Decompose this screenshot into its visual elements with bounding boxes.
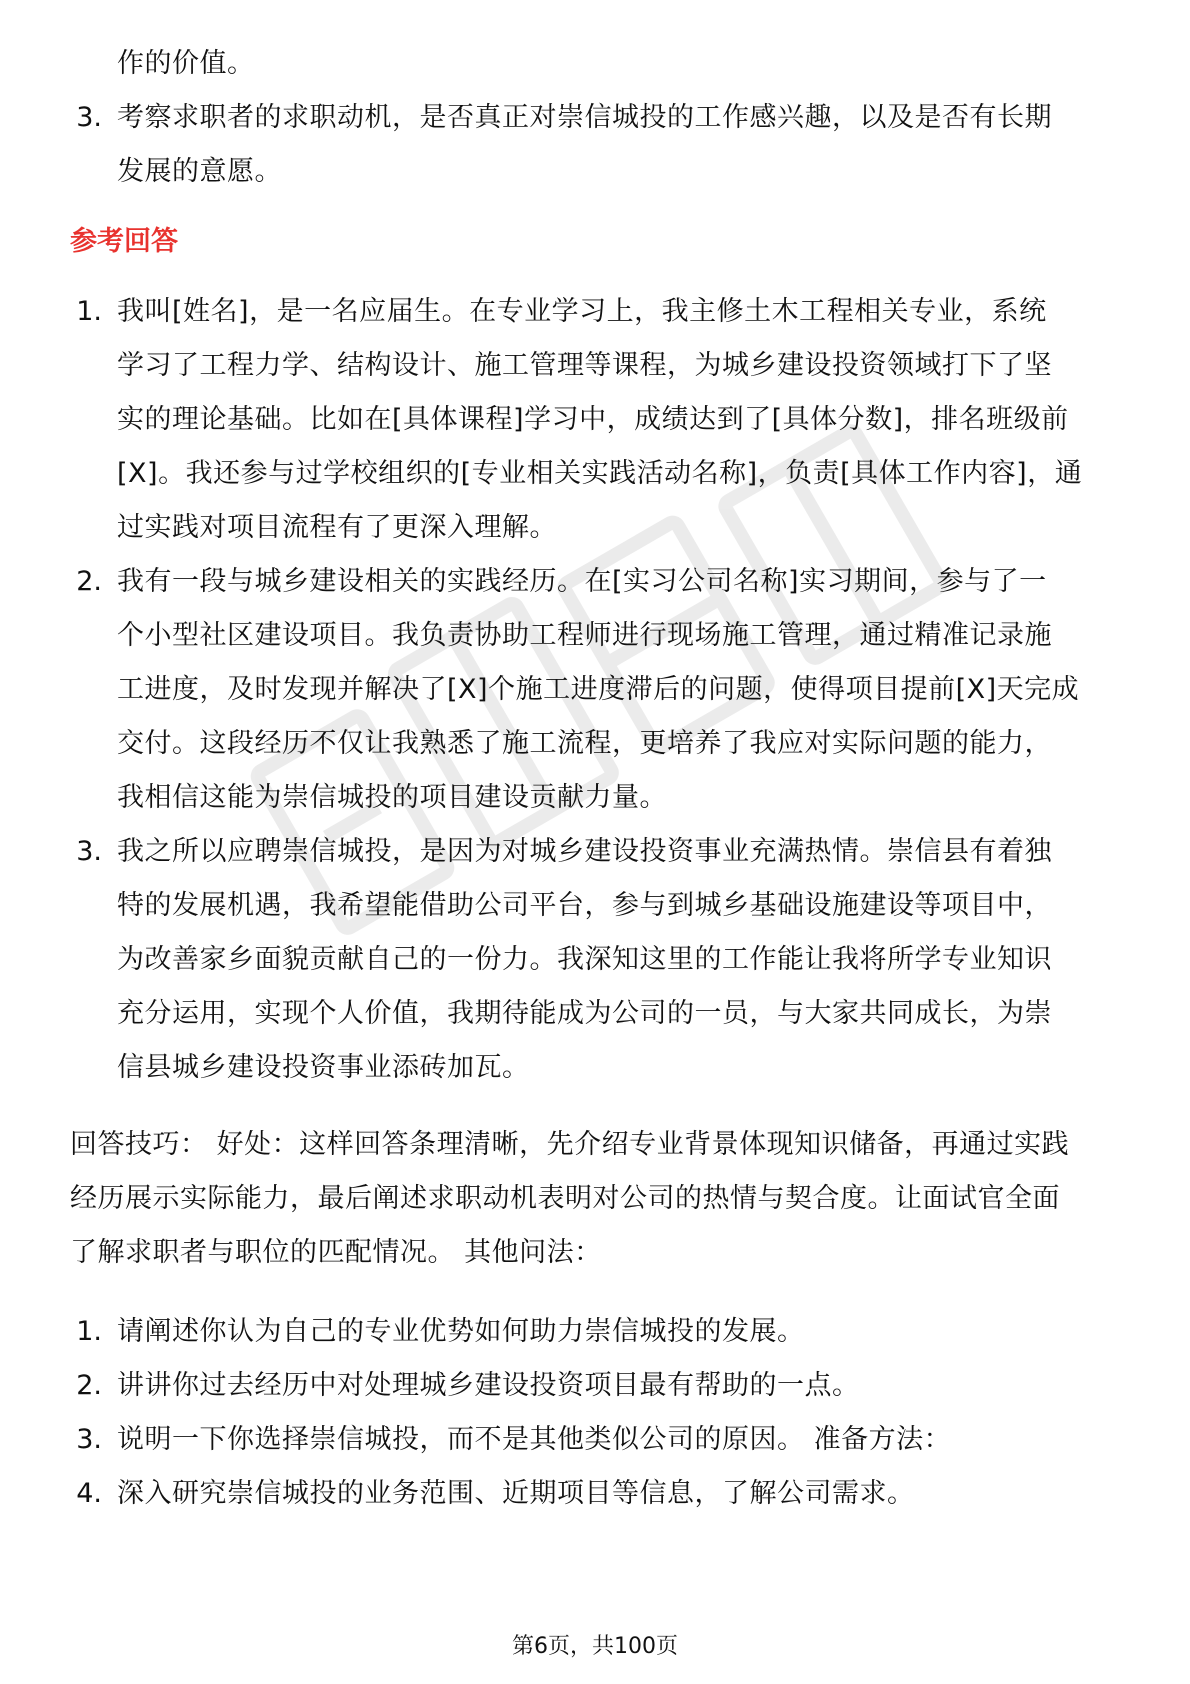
- page-footer: 第6页，共100页: [512, 1634, 678, 1659]
- answer-3-number: 3.: [76, 836, 102, 867]
- other-question-3-number: 3.: [76, 1424, 102, 1455]
- answer-1-line: [X]。我还参与过学校组织的[专业相关实践活动名称]，负责[具体工作内容]，通: [117, 458, 1083, 489]
- intro-item3-line: 考察求职者的求职动机，是否真正对崇信城投的工作感兴趣，以及是否有长期: [117, 102, 1052, 133]
- tips-line: 了解求职者与职位的匹配情况。 其他问法：: [70, 1237, 602, 1268]
- answer-2-line: 工进度，及时发现并解决了[X]个施工进度滞后的问题，使得项目提前[X]天完成: [117, 674, 1080, 705]
- answer-1-line: 学习了工程力学、结构设计、施工管理等课程，为城乡建设投资领域打下了坚: [117, 350, 1052, 381]
- answer-1-line: 我叫[姓名]，是一名应届生。在专业学习上，我主修土木工程相关专业，系统: [117, 296, 1047, 327]
- other-question-4-text: 深入研究崇信城投的业务范围、近期项目等信息，了解公司需求。: [117, 1478, 915, 1509]
- answer-1-number: 1.: [76, 296, 102, 327]
- answer-3-line: 为改善家乡面貌贡献自己的一份力。我深知这里的工作能让我将所学专业知识: [117, 944, 1052, 975]
- answer-2-number: 2.: [76, 566, 102, 597]
- answer-3-line: 我之所以应聘崇信城投，是因为对城乡建设投资事业充满热情。崇信县有着独: [117, 836, 1052, 867]
- answer-2-line: 个小型社区建设项目。我负责协助工程师进行现场施工管理，通过精准记录施: [117, 620, 1052, 651]
- intro-item3-number: 3.: [76, 102, 102, 133]
- answer-2-line: 我相信这能为崇信城投的项目建设贡献力量。: [117, 782, 667, 813]
- tips-line: 经历展示实际能力，最后阐述求职动机表明对公司的热情与契合度。让面试官全面: [70, 1183, 1060, 1214]
- intro-item3-line: 发展的意愿。: [117, 156, 282, 187]
- other-question-3-text: 说明一下你选择崇信城投，而不是其他类似公司的原因。 准备方法：: [117, 1424, 952, 1455]
- answer-3-line: 信县城乡建设投资事业添砖加瓦。: [117, 1052, 530, 1083]
- answer-1-line: 过实践对项目流程有了更深入理解。: [117, 512, 557, 543]
- answer-1-line: 实的理论基础。比如在[具体课程]学习中，成绩达到了[具体分数]，排名班级前: [117, 404, 1069, 435]
- answer-2-line: 我有一段与城乡建设相关的实践经历。在[实习公司名称]实习期间，参与了一: [117, 566, 1047, 597]
- other-question-4-number: 4.: [76, 1478, 102, 1509]
- intro-item2-tail: 作的价值。: [117, 48, 255, 79]
- answer-3-line: 充分运用，实现个人价值，我期待能成为公司的一员，与大家共同成长，为崇: [117, 998, 1052, 1029]
- other-question-2-text: 讲讲你过去经历中对处理城乡建设投资项目最有帮助的一点。: [117, 1370, 860, 1401]
- answer-2-line: 交付。这段经历不仅让我熟悉了施工流程，更培养了我应对实际问题的能力，: [117, 728, 1052, 759]
- other-question-2-number: 2.: [76, 1370, 102, 1401]
- other-question-1-text: 请阐述你认为自己的专业优势如何助力崇信城投的发展。: [117, 1316, 805, 1347]
- other-question-1-number: 1.: [76, 1316, 102, 1347]
- reference-answer-heading: 参考回答: [70, 226, 178, 257]
- answer-3-line: 特的发展机遇，我希望能借助公司平台，参与到城乡基础设施建设等项目中，: [117, 890, 1052, 921]
- tips-line: 回答技巧： 好处：这样回答条理清晰，先介绍专业背景体现知识储备，再通过实践: [70, 1129, 1070, 1160]
